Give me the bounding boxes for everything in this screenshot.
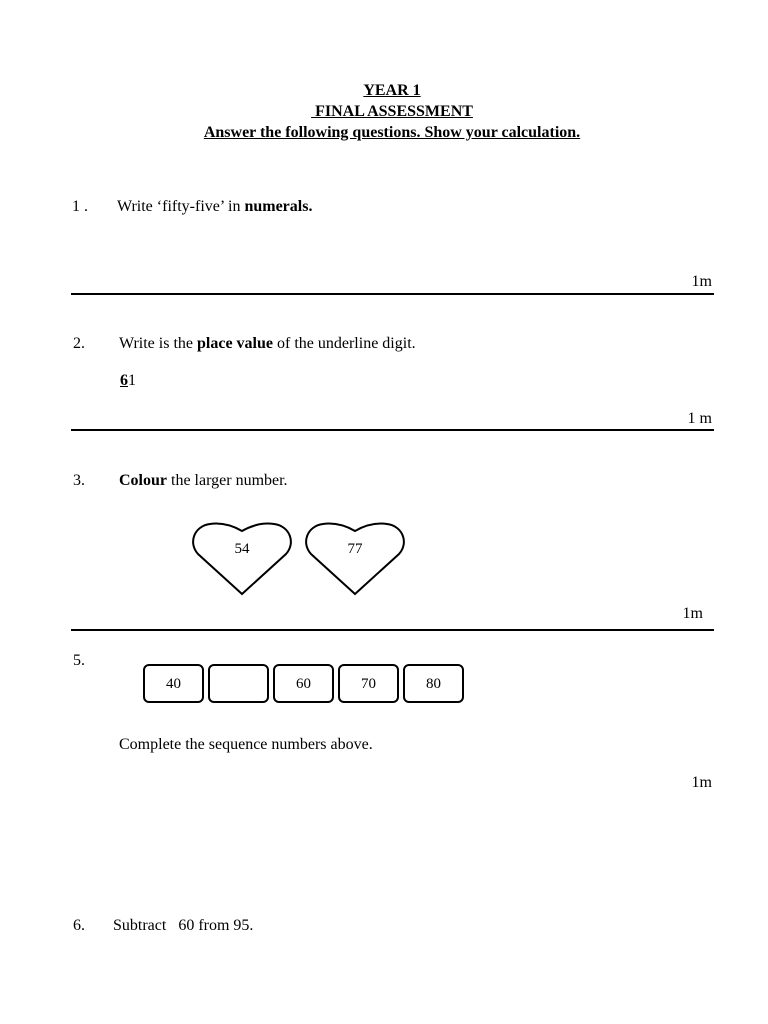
q3-question bbox=[119, 471, 288, 491]
sequence-box: 80 bbox=[403, 664, 464, 703]
q1-text: Write ‘fifty-five’ in bbox=[117, 198, 245, 215]
q5-instruction: Complete the sequence numbers above. bbox=[119, 736, 373, 753]
q2-text-after: of the underline digit. bbox=[273, 335, 416, 352]
sequence-box: 40 bbox=[143, 664, 204, 703]
heart-shape-first[interactable] bbox=[192, 521, 292, 597]
sequence-box: 70 bbox=[338, 664, 399, 703]
q2-divider bbox=[71, 429, 714, 431]
q2-text-bold: place value bbox=[197, 335, 273, 352]
q2-rest-digits: 1 bbox=[128, 372, 136, 389]
q3-text-after: the larger number. bbox=[167, 472, 288, 489]
q6-number: 6. bbox=[73, 917, 85, 934]
header-assessment-title: FINAL ASSESSMENT bbox=[311, 103, 473, 120]
q1-question bbox=[117, 197, 312, 217]
q3-divider bbox=[71, 629, 714, 631]
heart-value-first: 54 bbox=[234, 541, 250, 557]
sequence-box-blank[interactable] bbox=[208, 664, 269, 703]
q5-number: 5. bbox=[73, 652, 85, 669]
q2-mark: 1 m bbox=[687, 410, 712, 427]
heart-icon bbox=[305, 521, 405, 597]
heart-icon bbox=[192, 521, 292, 597]
q1-mark: 1m bbox=[691, 273, 712, 290]
q3-mark: 1m bbox=[682, 605, 703, 622]
q1-divider bbox=[71, 293, 714, 295]
sequence-box: 60 bbox=[273, 664, 334, 703]
q2-question bbox=[119, 334, 416, 354]
q3-number: 3. bbox=[73, 472, 85, 489]
header-instruction: Answer the following questions. Show your calculation. bbox=[203, 124, 581, 141]
q1-text-bold: numerals. bbox=[244, 198, 313, 215]
q2-number-display bbox=[120, 371, 136, 391]
q2-text-before: Write is the bbox=[119, 335, 197, 352]
heart-shape-second[interactable] bbox=[305, 521, 405, 597]
q2-number: 2. bbox=[73, 335, 85, 352]
heart-value-second: 77 bbox=[347, 541, 363, 557]
q1-number: 1 . bbox=[72, 198, 88, 215]
q2-underlined-digit: 6 bbox=[120, 372, 128, 389]
q6-question: Subtract 60 from 95. bbox=[113, 917, 254, 934]
q5-mark: 1m bbox=[691, 774, 712, 791]
q3-text-bold: Colour bbox=[119, 472, 167, 489]
header-year: YEAR 1 bbox=[363, 82, 421, 99]
